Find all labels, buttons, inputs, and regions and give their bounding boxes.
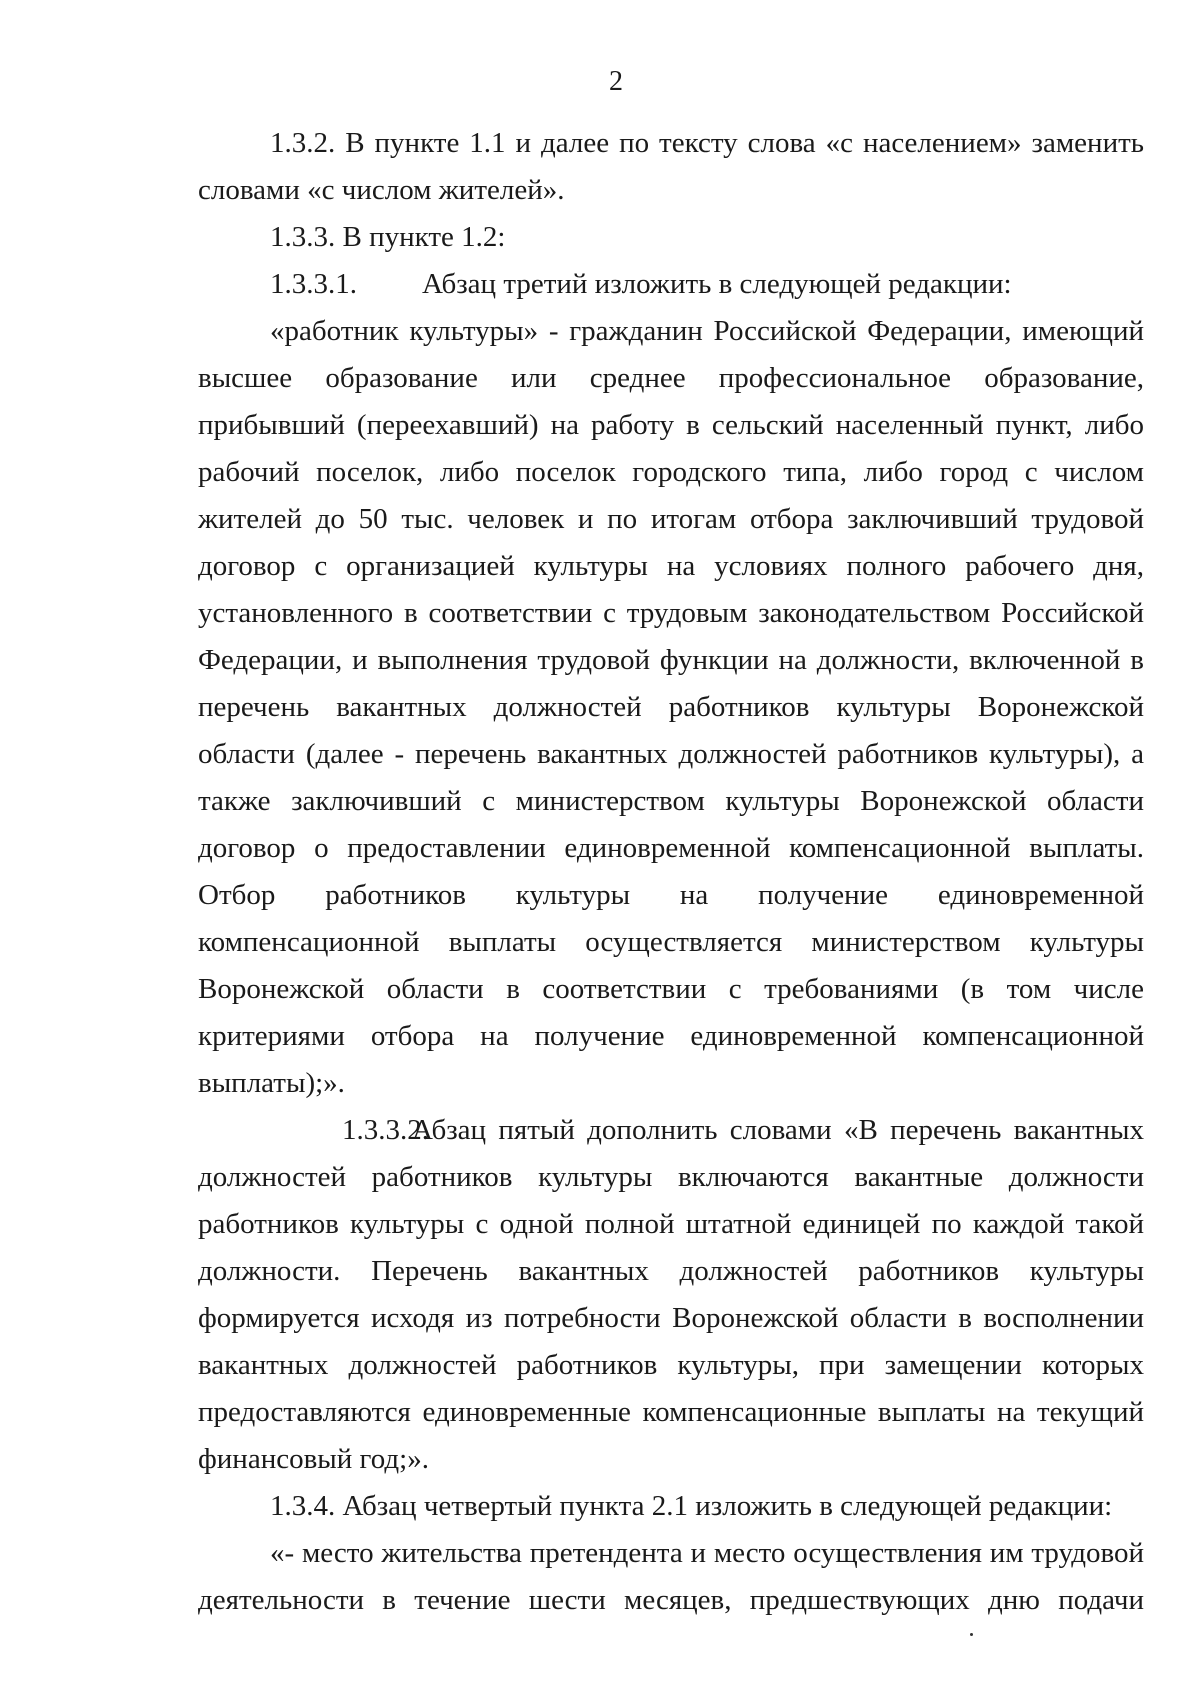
paragraph-1-3-3-1 (198, 261, 1144, 308)
paragraph-residence: «- место жительства претендента и место осуществления им трудовой деятельности в течение шести месяцев, предшествующих дню подачи (198, 1537, 1144, 1616)
item-number: 1.3.3.1. (270, 268, 357, 300)
document-body (198, 120, 1144, 1624)
paragraph-definition-worker: «работник культуры» - гражданин Российской Федерации, имеющий высшее образование или среднее профессиональное образование, прибывший (переехавший) на работу в сельский населенный пункт, либо рабочий поселок, либо поселок городского типа, либо город с числом жителей до 50 тыс. человек и по итогам отбора заключивший трудовой договор с организацией культуры на условиях полного рабочего дня, установленного в соответствии с трудовым законодательством Российской Федерации, и выполнения трудовой функции на должности, включенной в перечень вакантных должностей работников культуры Воронежской области (далее - перечень вакантных должностей работников культуры), а также заключивший с министерством культуры Воронежской области договор о предоставлении единовременной компенсационной выплаты. Отбор работников культуры на получение единовременной компенсационной выплаты осуществляется министерством культуры Воронежской области в соответствии с требованиями (в том числе критериями отбора на получение единовременной компенсационной выплаты);». (198, 315, 1144, 1099)
paragraph-1-3-4: 1.3.4. Абзац четвертый пункта 2.1 изложить в следующей редакции: (270, 1490, 1113, 1522)
item-text: Абзац пятый дополнить словами «В перечень вакантных должностей работников культуры включаются вакантные должности работников культуры с одной полной штатной единицей по каждой такой должности. Перечень вакантных должностей работников культуры формируется исходя из потребности Воронежской области в восполнении вакантных должностей работников культуры, при замещении которых предоставляются единовременные компенсационные выплаты на текущий финансовый год;». (198, 1114, 1144, 1475)
paragraph-1-3-3: 1.3.3. В пункте 1.2: (270, 221, 506, 253)
paragraph-1-3-3-2 (198, 1107, 1144, 1483)
item-number: 1.3.3.2. (342, 1114, 429, 1146)
scan-speck (970, 1633, 973, 1636)
paragraph-1-3-2: 1.3.2. В пункте 1.1 и далее по тексту слова «с населением» заменить словами «с числом жителей». (198, 127, 1144, 206)
item-text: Абзац третий изложить в следующей редакции: (422, 268, 1012, 300)
page-number: 2 (609, 66, 623, 97)
